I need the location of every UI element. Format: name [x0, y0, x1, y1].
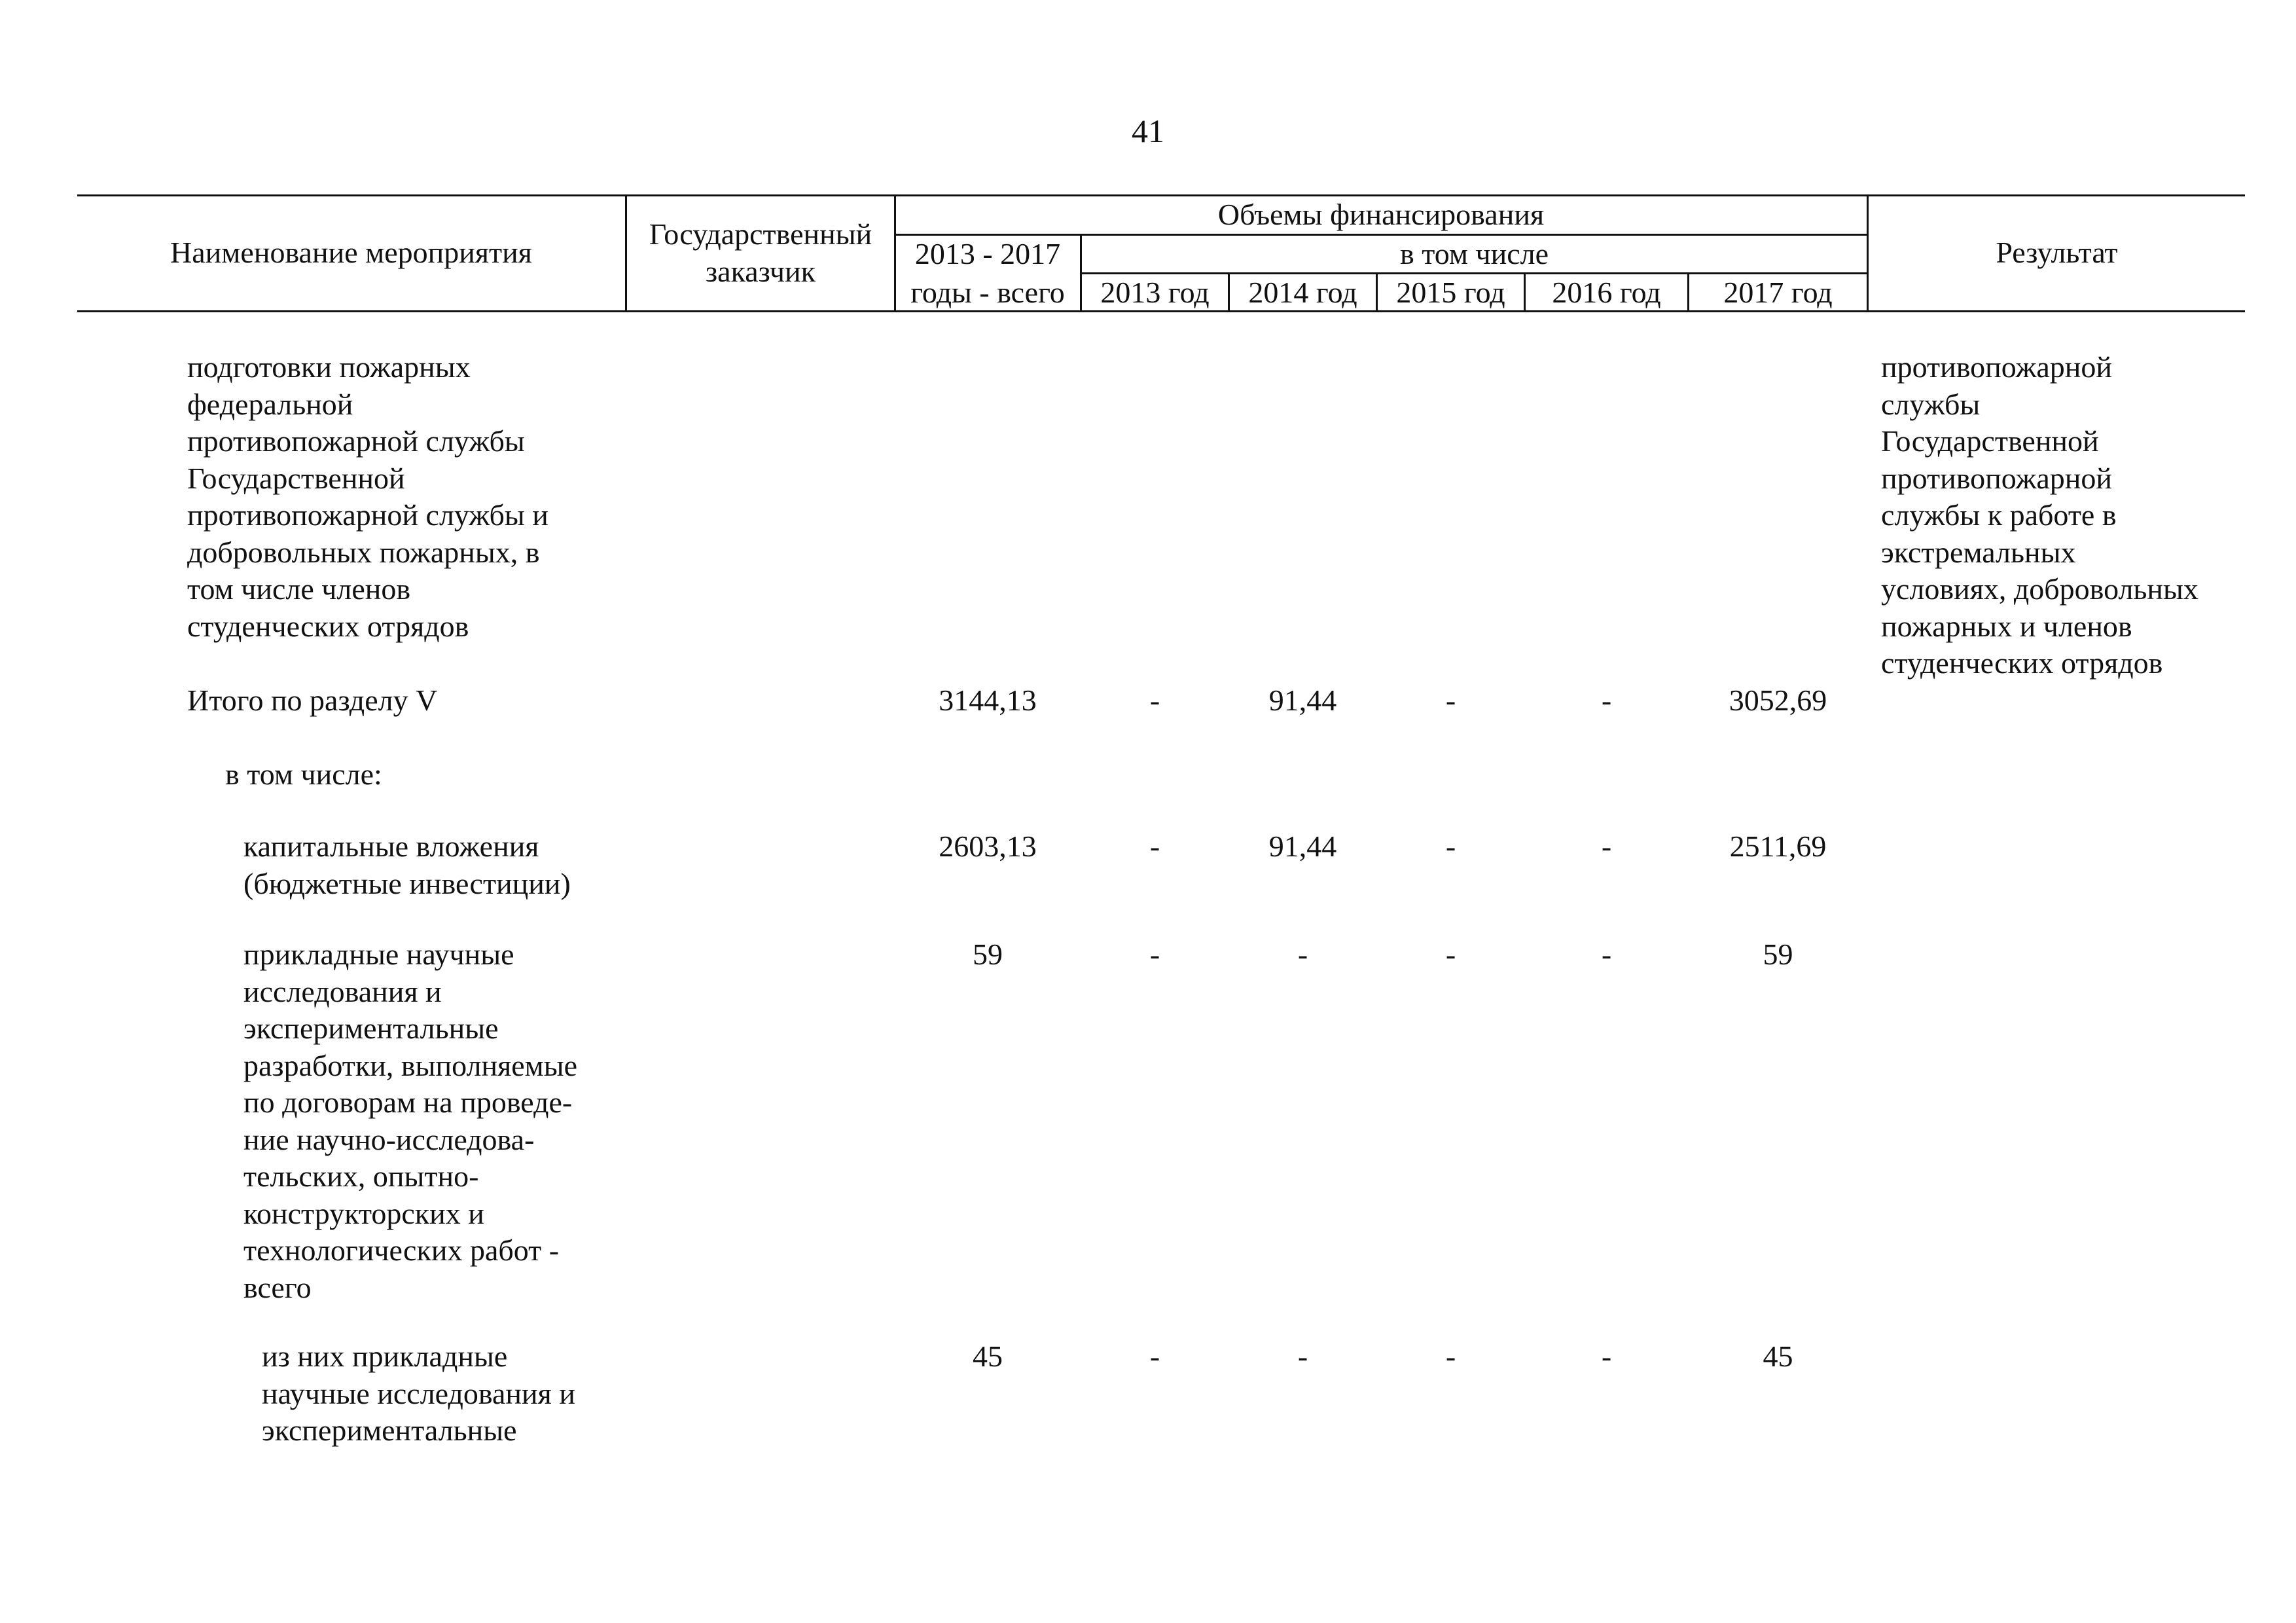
row-2013: - — [1149, 1340, 1160, 1373]
header-funding-group: Объемы финансирования — [1217, 198, 1545, 231]
row-2016: - — [1601, 938, 1612, 971]
row-name: из них прикладные научные исследования и экспериментальные — [262, 1340, 575, 1447]
row-2014: - — [1297, 938, 1308, 971]
header-customer-line1: Государственный — [649, 217, 872, 251]
row-result: противопожарной службы Государственной противопожарной службы к работе в экстремальных условиях, добровольных пожарных и членов студенческих отрядов — [1881, 350, 2198, 680]
row-name: прикладные научные исследования и экспериментальные разработки, выполняемые по договорам на проведе- ние научно-исследова- тельских, опытно- конструкторских и технологических работ - всего — [243, 938, 578, 1304]
header-total-line2: годы - всего — [910, 276, 1065, 309]
row-2017: 59 — [1763, 938, 1793, 971]
header-year-2016: 2016 год — [1552, 276, 1661, 309]
row-2016: - — [1601, 1340, 1612, 1373]
row-2014: 91,44 — [1268, 684, 1337, 717]
header-customer-line2: заказчик — [705, 255, 816, 288]
header-divider — [625, 194, 627, 311]
row-2014: - — [1297, 1340, 1308, 1373]
row-total: 59 — [973, 938, 1003, 971]
row-2017: 2511,69 — [1729, 830, 1827, 863]
row-name: Итого по разделу V — [187, 684, 438, 717]
row-2016: - — [1601, 684, 1612, 717]
header-result: Результат — [1996, 236, 2118, 269]
header-year-2014: 2014 год — [1248, 276, 1357, 309]
row-2013: - — [1149, 684, 1160, 717]
row-name: в том числе: — [225, 757, 382, 791]
row-2016: - — [1601, 830, 1612, 863]
header-total-line1: 2013 - 2017 — [914, 237, 1061, 270]
row-2015: - — [1445, 830, 1456, 863]
header-year-2015: 2015 год — [1396, 276, 1505, 309]
row-total: 3144,13 — [939, 684, 1037, 717]
row-2015: - — [1445, 684, 1456, 717]
row-name: подготовки пожарных федеральной противопожарной службы Государственной противопожарной службы и добровольных пожарных, в том числе членов студенческих отрядов — [187, 350, 548, 643]
row-total: 2603,13 — [939, 830, 1037, 863]
header-name: Наименование мероприятия — [170, 236, 532, 269]
header-year-2017: 2017 год — [1723, 276, 1833, 309]
page-number: 41 — [1132, 113, 1164, 149]
row-2013: - — [1149, 830, 1160, 863]
row-total: 45 — [973, 1340, 1003, 1373]
row-2014: 91,44 — [1268, 830, 1337, 863]
row-2017: 45 — [1763, 1340, 1793, 1373]
header-including: в том числе — [1400, 237, 1549, 270]
row-2015: - — [1445, 1340, 1456, 1373]
row-2015: - — [1445, 938, 1456, 971]
header-year-2013: 2013 год — [1100, 276, 1210, 309]
row-name: капитальные вложения (бюджетные инвестиции) — [243, 830, 571, 900]
row-2017: 3052,69 — [1729, 684, 1827, 717]
row-2013: - — [1149, 938, 1160, 971]
